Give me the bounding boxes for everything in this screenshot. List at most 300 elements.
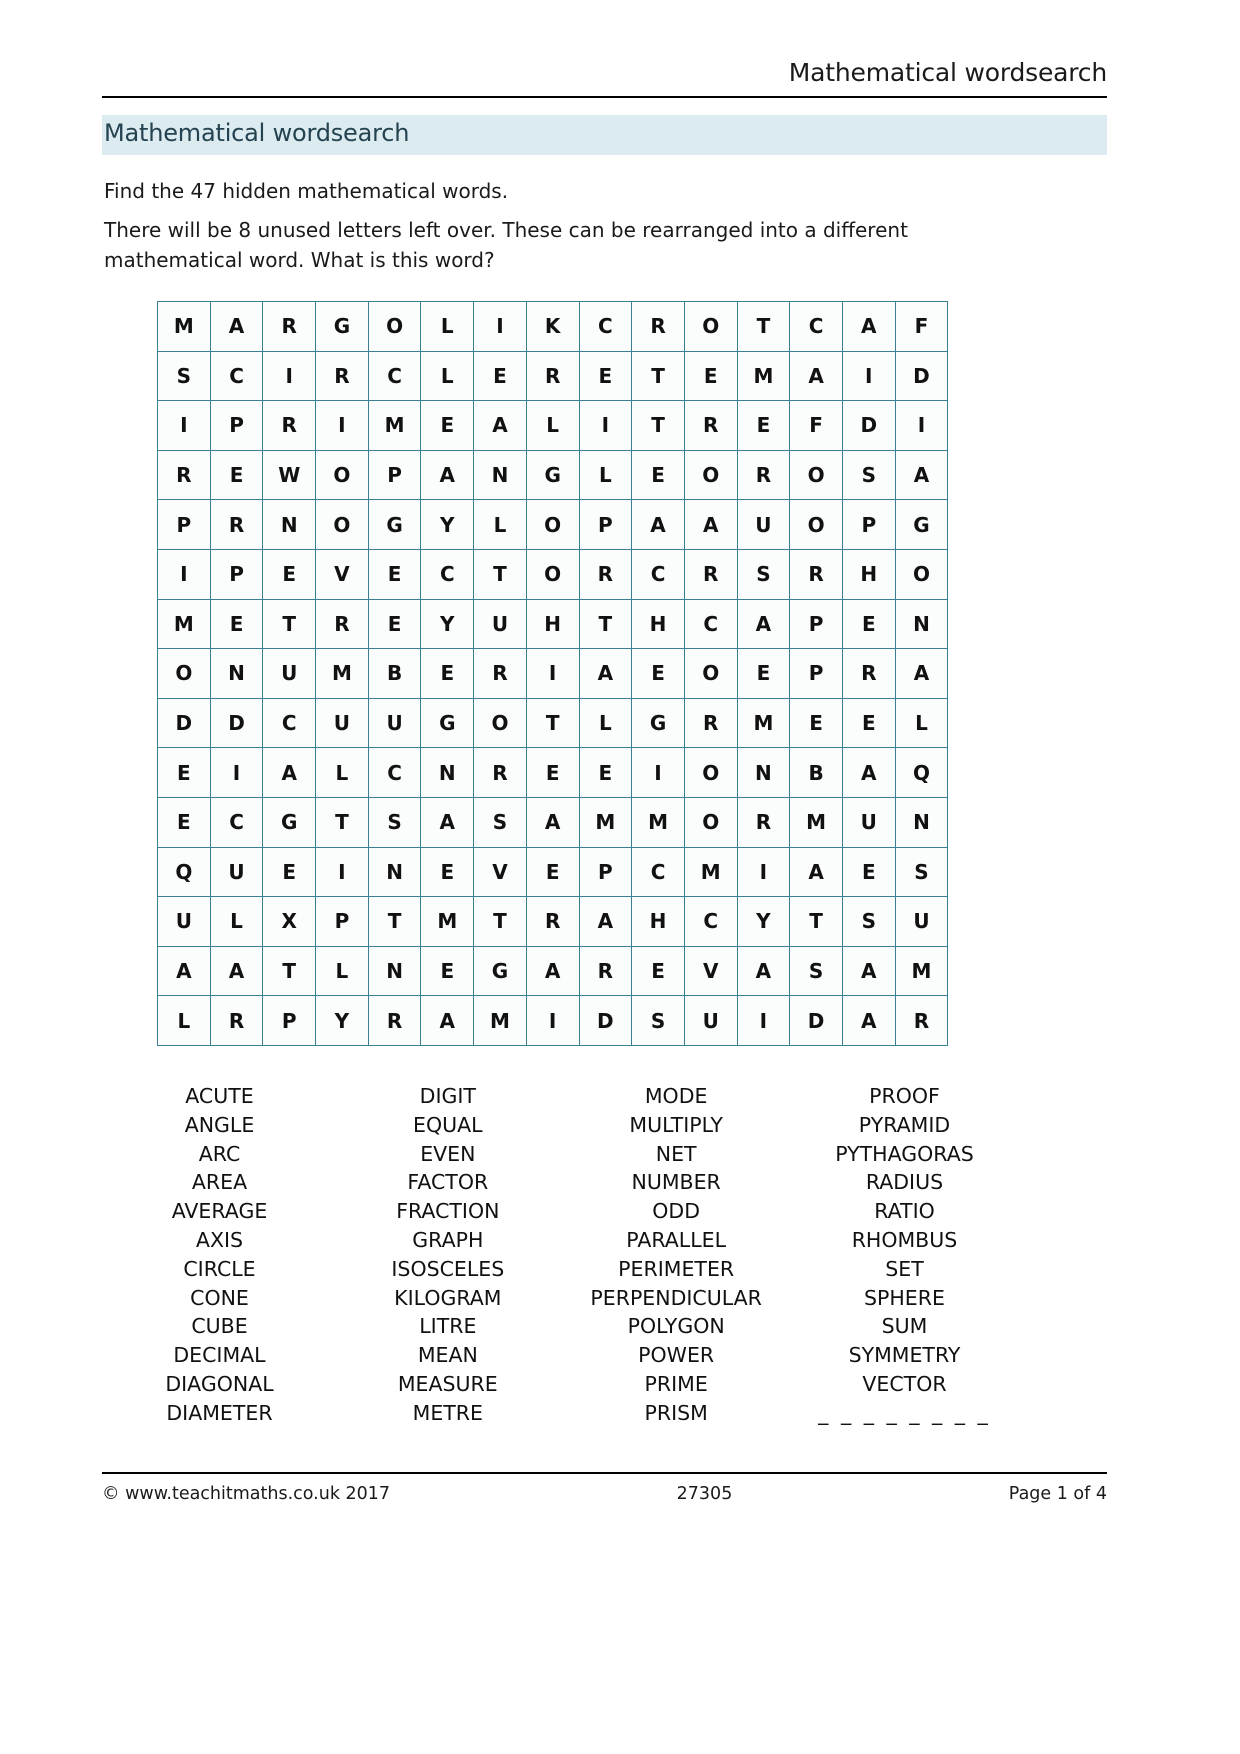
grid-cell[interactable]: C [210,351,263,401]
word-list-item: MEAN [417,1343,478,1368]
grid-cell[interactable]: P [158,500,211,550]
word-list-item: DIGIT [419,1084,476,1108]
grid-cell[interactable]: U [895,897,948,947]
grid-cell[interactable]: C [368,351,421,401]
grid-cell[interactable]: A [526,797,579,847]
grid-cell[interactable]: P [263,996,316,1046]
word-list-item: NUMBER [631,1170,721,1195]
grid-cell[interactable]: R [316,351,369,401]
grid-cell[interactable]: E [684,351,737,401]
grid-cell[interactable]: M [737,698,790,748]
grid-cell[interactable]: R [579,549,632,599]
grid-cell[interactable]: E [263,549,316,599]
grid-cell[interactable]: E [158,748,211,798]
grid-cell[interactable]: R [368,996,421,1046]
grid-cell[interactable]: I [158,401,211,451]
grid-cell[interactable]: R [210,996,263,1046]
grid-cell[interactable]: N [210,649,263,699]
grid-cell[interactable]: P [790,599,843,649]
grid-cell[interactable]: O [684,649,737,699]
word-list-item: MULTIPLY [629,1112,723,1137]
word-list-item: PYTHAGORAS [835,1141,974,1166]
grid-cell[interactable]: X [263,897,316,947]
grid-cell[interactable]: N [895,797,948,847]
grid-cell[interactable]: D [158,698,211,748]
grid-cell[interactable]: A [737,599,790,649]
grid-cell[interactable]: A [632,500,685,550]
grid-cell[interactable]: D [842,401,895,451]
grid-cell[interactable]: O [895,549,948,599]
grid-cell[interactable]: R [684,549,737,599]
grid-cell[interactable]: R [526,351,579,401]
grid-cell[interactable]: A [842,748,895,798]
grid-row [158,946,948,996]
grid-cell[interactable]: M [368,401,421,451]
grid-cell[interactable]: I [474,302,527,352]
grid-cell[interactable]: N [263,500,316,550]
grid-cell[interactable]: A [895,649,948,699]
word-list-item: GRAPH [412,1227,484,1252]
grid-cell[interactable]: F [790,401,843,451]
grid-cell[interactable]: T [632,401,685,451]
grid-row [158,996,948,1046]
grid-row [158,500,948,550]
word-list-item: MODE [644,1084,708,1108]
grid-cell[interactable]: E [474,351,527,401]
grid-cell[interactable]: M [158,599,211,649]
word-list-item: ODD [652,1199,701,1224]
grid-cell[interactable]: C [210,797,263,847]
grid-cell[interactable]: S [632,996,685,1046]
grid-cell[interactable]: T [790,897,843,947]
word-list-item: AREA [191,1170,248,1195]
grid-cell[interactable]: A [684,500,737,550]
word-list-item: AXIS [195,1227,244,1252]
grid-cell[interactable]: E [368,599,421,649]
grid-cell[interactable]: P [210,401,263,451]
grid-cell[interactable]: T [263,599,316,649]
grid-cell[interactable]: I [895,401,948,451]
grid-cell[interactable]: H [842,549,895,599]
grid-cell[interactable]: L [579,450,632,500]
grid-cell[interactable]: O [790,500,843,550]
grid-cell[interactable]: O [526,549,579,599]
grid-row [158,649,948,699]
grid-cell[interactable]: M [158,302,211,352]
grid-cell[interactable]: W [263,450,316,500]
grid-cell[interactable]: C [579,302,632,352]
grid-cell[interactable]: E [579,351,632,401]
grid-cell[interactable]: P [210,549,263,599]
grid-cell[interactable]: T [526,698,579,748]
grid-cell[interactable]: B [790,748,843,798]
grid-row [158,698,948,748]
word-list-item: CONE [190,1285,249,1310]
grid-cell[interactable]: O [316,450,369,500]
word-list-item: PRIME [644,1371,708,1396]
grid-cell[interactable]: G [474,946,527,996]
grid-cell[interactable]: A [790,351,843,401]
grid-cell[interactable]: R [263,302,316,352]
grid-cell[interactable]: U [210,847,263,897]
grid-cell[interactable]: U [368,698,421,748]
grid-cell[interactable]: I [579,401,632,451]
grid-cell[interactable]: E [632,649,685,699]
word-list [112,1082,1012,1428]
grid-cell[interactable]: P [842,500,895,550]
grid-cell[interactable]: G [895,500,948,550]
grid-cell[interactable]: R [474,748,527,798]
grid-cell[interactable]: L [421,302,474,352]
word-list-item: PYRAMID [858,1112,951,1137]
grid-cell[interactable]: R [790,549,843,599]
grid-cell[interactable]: E [632,946,685,996]
grid-cell[interactable]: E [210,599,263,649]
grid-cell[interactable]: D [210,698,263,748]
grid-cell[interactable]: L [579,698,632,748]
grid-cell[interactable]: T [737,302,790,352]
grid-cell[interactable]: O [316,500,369,550]
word-list-item: ISOSCELES [391,1256,505,1281]
grid-cell[interactable]: C [368,748,421,798]
word-list-item: CUBE [191,1314,248,1339]
word-list-item: DECIMAL [173,1343,266,1368]
grid-cell[interactable]: I [316,401,369,451]
grid-cell[interactable]: S [842,897,895,947]
grid-cell[interactable]: G [368,500,421,550]
grid-row [158,302,948,352]
word-list-item: MEASURE [397,1371,498,1396]
grid-row [158,549,948,599]
grid-cell[interactable]: M [895,946,948,996]
wordsearch-grid-container [157,301,948,1046]
grid-cell[interactable]: R [210,500,263,550]
grid-row [158,797,948,847]
grid-cell[interactable]: N [368,847,421,897]
grid-cell[interactable]: A [474,401,527,451]
grid-cell[interactable]: C [632,847,685,897]
word-list-column [797,1082,1012,1428]
grid-cell[interactable]: D [579,996,632,1046]
grid-cell[interactable]: R [737,797,790,847]
grid-cell[interactable]: F [895,302,948,352]
word-list-item: VECTOR [862,1371,947,1396]
grid-cell[interactable]: L [158,996,211,1046]
grid-cell[interactable]: R [579,946,632,996]
word-list-item: KILOGRAM [394,1285,502,1310]
grid-cell[interactable]: S [895,847,948,897]
header-divider [102,96,1107,98]
grid-cell[interactable]: T [474,549,527,599]
grid-cell[interactable]: A [263,748,316,798]
grid-cell[interactable]: U [842,797,895,847]
grid-cell[interactable]: N [474,450,527,500]
grid-cell[interactable]: M [632,797,685,847]
grid-cell[interactable]: A [421,450,474,500]
grid-cell[interactable]: C [790,302,843,352]
grid-cell[interactable]: G [263,797,316,847]
grid-cell[interactable]: C [263,698,316,748]
footer-page-label: Page 1 of 4 [1008,1484,1107,1504]
grid-cell[interactable]: T [368,897,421,947]
grid-row [158,351,948,401]
grid-cell[interactable]: I [158,549,211,599]
grid-cell[interactable]: T [474,897,527,947]
grid-cell[interactable]: S [790,946,843,996]
grid-cell[interactable]: E [842,599,895,649]
grid-cell[interactable]: S [474,797,527,847]
running-header-title: Mathematical wordsearch [788,58,1107,87]
grid-cell[interactable]: I [316,847,369,897]
grid-cell[interactable]: V [474,847,527,897]
word-list-item: RHOMBUS [851,1227,958,1252]
grid-cell[interactable]: E [526,847,579,897]
grid-cell[interactable]: U [737,500,790,550]
grid-cell[interactable]: L [474,500,527,550]
grid-cell[interactable]: D [790,996,843,1046]
footer-document-number: 27305 [676,1484,733,1504]
wordsearch-grid[interactable] [157,301,948,1046]
grid-cell[interactable]: A [421,996,474,1046]
grid-cell[interactable]: H [632,897,685,947]
grid-cell[interactable]: I [842,351,895,401]
grid-cell[interactable]: I [632,748,685,798]
grid-cell[interactable]: H [632,599,685,649]
grid-cell[interactable]: T [263,946,316,996]
grid-cell[interactable]: U [316,698,369,748]
grid-row [158,450,948,500]
grid-cell[interactable]: A [210,302,263,352]
grid-cell[interactable]: N [737,748,790,798]
grid-cell[interactable]: E [421,847,474,897]
word-list-item: SPHERE [864,1285,945,1310]
grid-cell[interactable]: G [632,698,685,748]
grid-cell[interactable]: I [526,996,579,1046]
grid-cell[interactable]: M [474,996,527,1046]
grid-cell[interactable]: T [316,797,369,847]
grid-cell[interactable]: R [684,698,737,748]
grid-cell[interactable]: O [158,649,211,699]
grid-cell[interactable]: S [737,549,790,599]
grid-cell[interactable]: N [368,946,421,996]
grid-cell[interactable]: V [316,549,369,599]
grid-cell[interactable]: E [210,450,263,500]
grid-cell[interactable]: A [526,946,579,996]
grid-cell[interactable]: A [842,996,895,1046]
grid-cell[interactable]: E [368,549,421,599]
grid-cell[interactable]: Y [421,599,474,649]
word-list-item: EQUAL [413,1112,483,1137]
grid-cell[interactable]: S [842,450,895,500]
grid-cell[interactable]: A [579,897,632,947]
grid-cell[interactable]: V [684,946,737,996]
grid-cell[interactable]: M [790,797,843,847]
grid-cell[interactable]: E [842,847,895,897]
grid-cell[interactable]: A [210,946,263,996]
grid-cell[interactable]: A [579,649,632,699]
word-list-item: PERIMETER [618,1256,735,1281]
grid-cell[interactable]: P [579,847,632,897]
grid-row [158,847,948,897]
grid-cell[interactable]: E [421,649,474,699]
grid-cell[interactable]: O [684,797,737,847]
grid-cell[interactable]: Y [737,897,790,947]
grid-cell[interactable]: T [632,351,685,401]
word-list-item: ACUTE [185,1084,254,1108]
grid-cell[interactable]: R [316,599,369,649]
grid-cell[interactable]: L [895,698,948,748]
grid-cell[interactable]: E [632,450,685,500]
grid-cell[interactable]: I [210,748,263,798]
grid-cell[interactable]: O [684,748,737,798]
grid-cell[interactable]: A [737,946,790,996]
grid-cell[interactable]: C [632,549,685,599]
grid-cell[interactable]: C [684,897,737,947]
word-list-item: POLYGON [627,1314,725,1339]
grid-cell[interactable]: P [316,897,369,947]
grid-cell[interactable]: E [790,698,843,748]
word-list-item: RATIO [874,1199,935,1224]
grid-cell[interactable]: P [579,500,632,550]
grid-cell[interactable]: E [158,797,211,847]
word-list-item: ANGLE [184,1112,255,1137]
grid-cell[interactable]: M [737,351,790,401]
grid-cell[interactable]: I [737,847,790,897]
grid-cell[interactable]: E [526,748,579,798]
word-list-item: LITRE [419,1314,477,1339]
grid-cell[interactable]: N [895,599,948,649]
grid-cell[interactable]: Q [158,847,211,897]
word-list-item: PROOF [869,1084,940,1108]
grid-cell[interactable]: E [737,401,790,451]
instruction-line-2: There will be 8 unused letters left over. These can be rearranged into a different mathematical word. What is this word? [104,218,908,272]
grid-cell[interactable]: P [368,450,421,500]
grid-cell[interactable]: G [316,302,369,352]
grid-cell[interactable]: Y [421,500,474,550]
grid-cell[interactable]: E [421,946,474,996]
grid-cell[interactable]: R [895,996,948,1046]
grid-cell[interactable]: A [421,797,474,847]
grid-row [158,599,948,649]
grid-cell[interactable]: O [368,302,421,352]
grid-cell[interactable]: E [263,847,316,897]
grid-cell[interactable]: L [316,946,369,996]
grid-cell[interactable]: C [421,549,474,599]
grid-cell[interactable]: U [474,599,527,649]
word-list-item: DIAGONAL [165,1371,274,1396]
word-list-item: SYMMETRY [848,1343,961,1368]
word-list-column [340,1082,555,1428]
grid-cell[interactable]: D [895,351,948,401]
grid-cell[interactable]: L [210,897,263,947]
grid-cell[interactable]: R [684,401,737,451]
grid-cell[interactable]: M [579,797,632,847]
word-list-item: METRE [412,1400,483,1425]
grid-cell[interactable]: H [526,599,579,649]
grid-cell[interactable]: S [368,797,421,847]
grid-cell[interactable]: Y [316,996,369,1046]
grid-cell[interactable]: K [526,302,579,352]
grid-cell[interactable]: N [421,748,474,798]
word-list-item: POWER [638,1343,715,1368]
grid-cell[interactable]: O [526,500,579,550]
word-list-item: SUM [881,1314,928,1339]
word-list-item: ARC [198,1141,241,1166]
grid-cell[interactable]: R [263,401,316,451]
grid-cell[interactable]: I [263,351,316,401]
grid-cell[interactable]: E [421,401,474,451]
grid-cell[interactable]: U [684,996,737,1046]
grid-cell[interactable]: L [526,401,579,451]
grid-cell[interactable]: Q [895,748,948,798]
page-footer [102,1484,1107,1504]
grid-row [158,748,948,798]
grid-cell[interactable]: T [579,599,632,649]
grid-cell[interactable]: P [790,649,843,699]
word-list-column [569,1082,784,1428]
grid-cell[interactable]: R [632,302,685,352]
grid-cell[interactable]: R [842,649,895,699]
grid-row [158,897,948,947]
grid-cell[interactable]: E [842,698,895,748]
grid-cell[interactable]: U [158,897,211,947]
grid-cell[interactable]: L [421,351,474,401]
grid-cell[interactable]: C [684,599,737,649]
grid-cell[interactable]: I [737,996,790,1046]
word-list-item: FACTOR [407,1170,489,1195]
answer-blank: _ _ _ _ _ _ _ _ [818,1400,991,1425]
grid-cell[interactable]: R [737,450,790,500]
grid-cell[interactable]: O [474,698,527,748]
grid-cell[interactable]: R [474,649,527,699]
word-list-item: CIRCLE [183,1256,256,1281]
instruction-line-1: Find the 47 hidden mathematical words. [104,179,509,203]
grid-cell[interactable]: M [684,847,737,897]
word-list-item: RADIUS [865,1170,944,1195]
grid-cell[interactable]: I [526,649,579,699]
word-list-item: SET [885,1256,924,1281]
word-list-item: DIAMETER [166,1400,273,1425]
word-list-item: AVERAGE [171,1199,268,1224]
grid-cell[interactable]: L [316,748,369,798]
grid-cell[interactable]: E [579,748,632,798]
grid-cell[interactable]: U [263,649,316,699]
grid-cell[interactable]: O [790,450,843,500]
grid-cell[interactable]: O [684,302,737,352]
word-list-item: PRISM [644,1400,708,1425]
grid-cell[interactable]: M [421,897,474,947]
grid-cell[interactable]: A [842,302,895,352]
grid-cell[interactable]: A [158,946,211,996]
grid-cell[interactable]: A [790,847,843,897]
word-list-item: EVEN [420,1141,476,1166]
grid-cell[interactable]: R [526,897,579,947]
grid-cell[interactable]: B [368,649,421,699]
grid-row [158,401,948,451]
grid-cell[interactable]: S [158,351,211,401]
grid-cell[interactable]: A [895,450,948,500]
grid-cell[interactable]: O [684,450,737,500]
grid-cell[interactable]: G [421,698,474,748]
word-list-item: PERPENDICULAR [590,1285,762,1310]
grid-cell[interactable]: M [316,649,369,699]
grid-cell[interactable]: R [158,450,211,500]
word-list-column [112,1082,327,1428]
word-list-item: PARALLEL [626,1227,727,1252]
grid-cell[interactable]: A [842,946,895,996]
grid-cell[interactable]: E [737,649,790,699]
grid-cell[interactable]: G [526,450,579,500]
